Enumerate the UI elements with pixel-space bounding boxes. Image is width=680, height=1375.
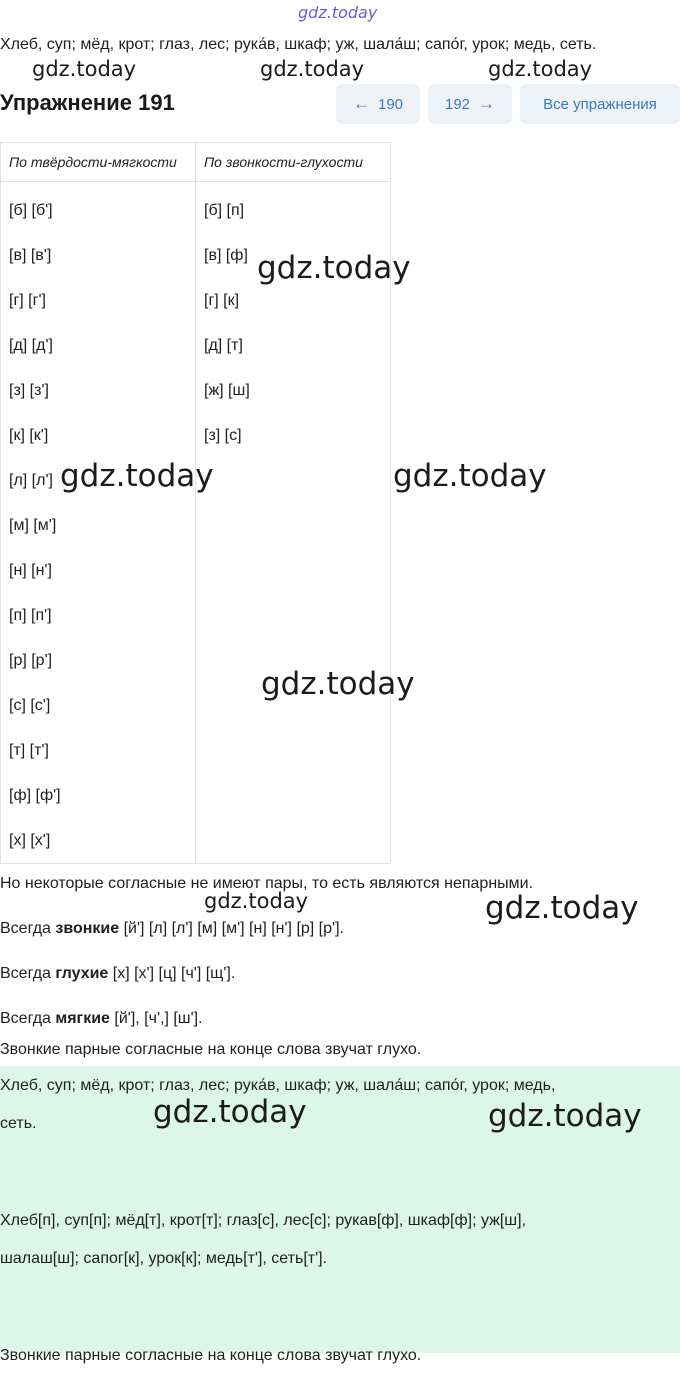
- table-cell: [в] [в']: [1, 233, 196, 278]
- answer-line-3: Хлеб[п], суп[п]; мёд[т], крот[т]; глаз[с], лес[с]; рукав[ф], шкаф[ф]; уж[ш],: [0, 1212, 527, 1229]
- table-cell: [196, 458, 391, 503]
- line-bold: звонкие: [55, 920, 120, 937]
- table-cell: [д] [т]: [196, 323, 391, 368]
- table-cell: [л] [л']: [1, 458, 196, 503]
- watermark: gdz.today: [153, 1094, 307, 1130]
- table-cell: [к] [к']: [1, 413, 196, 458]
- table-cell: [н] [н']: [1, 548, 196, 593]
- watermark: gdz.today: [257, 250, 411, 286]
- line-prefix: Всегда: [0, 965, 56, 982]
- table-row: [1, 773, 391, 818]
- table-cell: [р] [р']: [1, 638, 196, 683]
- answer-line-2: сеть.: [0, 1115, 37, 1132]
- arrow-left-icon: ←: [352, 94, 370, 113]
- next-exercise-label: 192: [444, 95, 471, 113]
- table-row: [1, 548, 391, 593]
- line-rest: [х] [х'] [ц] [ч'] [щ'].: [108, 965, 236, 982]
- table-row: [1, 593, 391, 638]
- all-exercises-label: Все упражнения: [543, 95, 657, 113]
- table-cell: [б] [п]: [196, 182, 391, 234]
- table-cell: [196, 593, 391, 638]
- line-rest: [й'] [л] [л'] [м] [м'] [н] [н'] [р] [р'].: [119, 920, 344, 937]
- table-row: [1, 323, 391, 368]
- watermark: gdz.today: [488, 1098, 642, 1134]
- line-bold: мягкие: [55, 1010, 110, 1027]
- table-cell: [ф] [ф']: [1, 773, 196, 818]
- table-header-voicing: По звонкости-глухости: [196, 143, 391, 182]
- table-cell: [196, 818, 391, 864]
- table-cell: [х] [х']: [1, 818, 196, 864]
- table-cell: [196, 728, 391, 773]
- table-cell: [б] [б']: [1, 182, 196, 234]
- prev-exercise-label: 190: [377, 95, 404, 113]
- arrow-right-icon: →: [478, 94, 496, 113]
- watermark: gdz.today: [60, 458, 214, 494]
- watermark-top: gdz.today: [298, 3, 378, 22]
- table-cell: [196, 773, 391, 818]
- line-bold: глухие: [55, 965, 109, 982]
- line-prefix: Всегда: [0, 1010, 56, 1027]
- table-cell: [з] [з']: [1, 368, 196, 413]
- table-row: [1, 182, 391, 234]
- table-cell: [п] [п']: [1, 593, 196, 638]
- line-rest: [й'], [ч',] [ш'].: [109, 1010, 203, 1027]
- table-cell: [г] [к]: [196, 278, 391, 323]
- table-cell: [196, 503, 391, 548]
- prev-exercise-button[interactable]: [336, 84, 420, 124]
- exercise-title: Упражнение 191: [0, 90, 175, 115]
- next-exercise-button[interactable]: [428, 84, 512, 124]
- table-cell: [м] [м']: [1, 503, 196, 548]
- table-cell: [ж] [ш]: [196, 368, 391, 413]
- always-voiceless-line: [0, 965, 235, 983]
- watermark: gdz.today: [204, 889, 309, 913]
- always-soft-line: [0, 1010, 203, 1028]
- table-row: [1, 503, 391, 548]
- table-row: [1, 728, 391, 773]
- intro-words: Хлеб, суп; мёд, крот; глаз, лес; рука́в, шкаф; уж, шала́ш; сапо́г, урок; медь, сеть.: [0, 36, 597, 53]
- rule-text: Звонкие парные согласные на конце слова звучат глухо.: [0, 1041, 422, 1058]
- watermark: gdz.today: [32, 57, 137, 81]
- watermark: gdz.today: [261, 666, 415, 702]
- answer-line-5: Звонкие парные согласные на конце слова звучат глухо.: [0, 1347, 422, 1364]
- table-row: [1, 413, 391, 458]
- table-cell: [196, 548, 391, 593]
- table-header-hardness: По твёрдости-мягкости: [1, 143, 196, 182]
- table-cell: [г] [г']: [1, 278, 196, 323]
- line-prefix: Всегда: [0, 920, 56, 937]
- table-cell: [в] [ф]: [196, 233, 391, 278]
- always-voiced-line: [0, 920, 344, 938]
- answer-line-1: Хлеб, суп; мёд, крот; глаз, лес; рука́в, шкаф; уж, шала́ш; сапо́г, урок; медь,: [0, 1077, 556, 1094]
- table-row: [1, 368, 391, 413]
- watermark: gdz.today: [260, 57, 365, 81]
- table-row: [1, 818, 391, 864]
- table-cell: [з] [с]: [196, 413, 391, 458]
- table-cell: [д] [д']: [1, 323, 196, 368]
- watermark: gdz.today: [485, 890, 639, 926]
- answer-line-4: шалаш[ш]; сапог[к], урок[к]; медь[т'], сеть[т'].: [0, 1250, 328, 1267]
- after-table-text: Но некоторые согласные не имеют пары, то есть являются непарными.: [0, 875, 534, 892]
- table-cell: [т] [т']: [1, 728, 196, 773]
- all-exercises-button[interactable]: [520, 84, 680, 124]
- table-cell: [с] [с']: [1, 683, 196, 728]
- watermark: gdz.today: [488, 57, 593, 81]
- watermark: gdz.today: [393, 458, 547, 494]
